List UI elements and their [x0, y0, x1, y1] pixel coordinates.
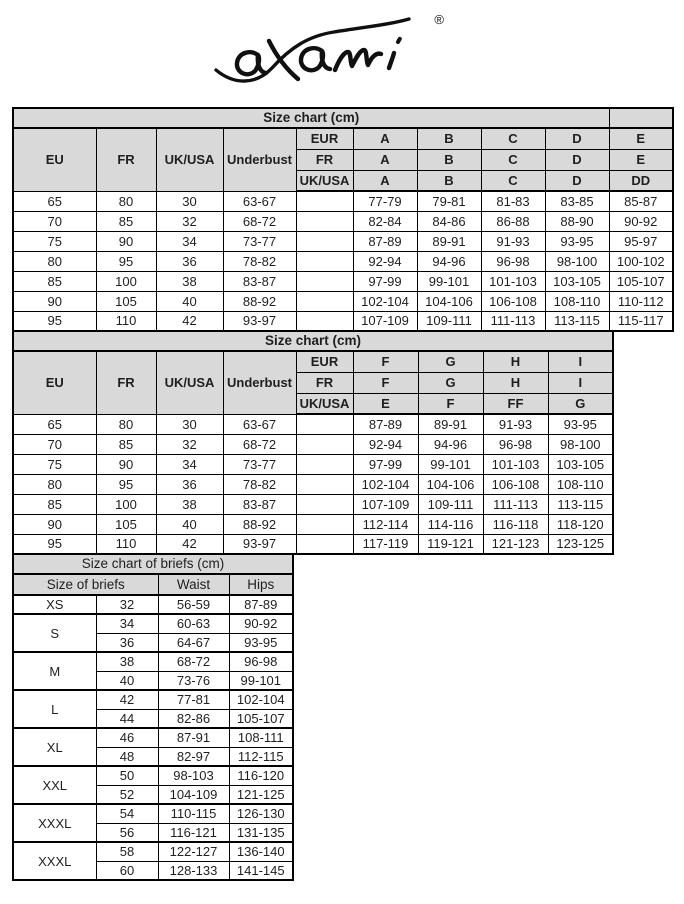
region-spacer-cell: [296, 251, 353, 271]
region-spacer-cell: [296, 211, 353, 231]
size-value-cell: 90: [96, 454, 156, 474]
bra-size-row: [13, 291, 673, 311]
briefs-size-label: M: [13, 652, 96, 690]
bust-range-cell: 92-94: [353, 434, 418, 454]
waist-range-cell: 122-127: [158, 842, 229, 861]
brand-logo: [212, 8, 452, 92]
table-title-row: [13, 331, 613, 351]
cup-size-header: B: [417, 149, 481, 170]
size-value-cell: 40: [156, 514, 223, 534]
briefs-size-label: XXXL: [13, 842, 96, 880]
cup-size-header: I: [548, 351, 613, 372]
bust-range-cell: 89-91: [417, 231, 481, 251]
size-value-cell: 95: [13, 311, 96, 331]
size-value-cell: 32: [156, 434, 223, 454]
bust-range-cell: 106-108: [483, 474, 548, 494]
briefs-size-row: [13, 728, 293, 747]
bust-range-cell: 99-101: [417, 271, 481, 291]
size-value-cell: 80: [13, 251, 96, 271]
bra-size-row: [13, 454, 613, 474]
region-label: FR: [296, 372, 353, 393]
bust-range-cell: 87-89: [353, 414, 418, 434]
briefs-size-label: L: [13, 690, 96, 728]
logo-letter-m: [335, 50, 381, 70]
hips-range-cell: 99-101: [229, 671, 293, 690]
region-spacer-cell: [296, 191, 353, 211]
briefs-size-number: 54: [96, 804, 158, 823]
bust-range-cell: 83-85: [545, 191, 609, 211]
size-value-cell: 73-77: [223, 454, 296, 474]
cup-size-header: A: [353, 170, 417, 191]
size-value-cell: 40: [156, 291, 223, 311]
bust-range-cell: 108-110: [545, 291, 609, 311]
bust-range-cell: 119-121: [418, 534, 483, 554]
size-value-cell: 80: [13, 474, 96, 494]
hips-range-cell: 116-120: [229, 766, 293, 785]
briefs-size-label: XXL: [13, 766, 96, 804]
bust-range-cell: 111-113: [483, 494, 548, 514]
cup-size-header: H: [483, 372, 548, 393]
bust-range-cell: 100-102: [609, 251, 673, 271]
bust-range-cell: 108-110: [548, 474, 613, 494]
bra-size-row: [13, 494, 613, 514]
bra-table-2-body: [13, 331, 613, 554]
briefs-size-row: [13, 595, 293, 614]
cup-size-header: A: [353, 149, 417, 170]
waist-range-cell: 73-76: [158, 671, 229, 690]
bust-range-cell: 114-116: [418, 514, 483, 534]
hips-range-cell: 105-107: [229, 709, 293, 728]
size-value-cell: 38: [156, 494, 223, 514]
waist-range-cell: 82-86: [158, 709, 229, 728]
waist-range-cell: 60-63: [158, 614, 229, 633]
briefs-size-table: [12, 553, 294, 881]
cup-size-header: E: [353, 393, 418, 414]
bust-range-cell: 85-87: [609, 191, 673, 211]
waist-range-cell: 64-67: [158, 633, 229, 652]
size-column-header: EU: [13, 351, 96, 414]
size-value-cell: 30: [156, 414, 223, 434]
briefs-size-number: 38: [96, 652, 158, 671]
hips-range-cell: 131-135: [229, 823, 293, 842]
briefs-size-label: XXXL: [13, 804, 96, 842]
size-value-cell: 42: [156, 311, 223, 331]
logo-letter-i-dot: [398, 39, 400, 42]
briefs-size-number: 46: [96, 728, 158, 747]
region-spacer-cell: [296, 474, 353, 494]
region-label: EUR: [296, 128, 353, 149]
size-value-cell: 63-67: [223, 191, 296, 211]
size-value-cell: 78-82: [223, 474, 296, 494]
size-value-cell: 105: [96, 291, 156, 311]
bust-range-cell: 82-84: [353, 211, 417, 231]
briefs-size-number: 56: [96, 823, 158, 842]
hips-range-cell: 108-111: [229, 728, 293, 747]
size-value-cell: 85: [96, 211, 156, 231]
bust-range-cell: 104-106: [417, 291, 481, 311]
size-value-cell: 105: [96, 514, 156, 534]
table-title: Size chart (cm): [13, 331, 613, 351]
bra-size-row: [13, 311, 673, 331]
size-value-cell: 75: [13, 231, 96, 251]
bust-range-cell: 88-90: [545, 211, 609, 231]
size-of-briefs-header: Size of briefs: [13, 574, 158, 595]
briefs-size-row: [13, 614, 293, 633]
bust-range-cell: 84-86: [417, 211, 481, 231]
region-spacer-cell: [296, 434, 353, 454]
cup-size-header: I: [548, 372, 613, 393]
briefs-size-label: XL: [13, 728, 96, 766]
bust-range-cell: 109-111: [417, 311, 481, 331]
size-column-header: EU: [13, 128, 96, 191]
waist-range-cell: 77-81: [158, 690, 229, 709]
waist-range-cell: 56-59: [158, 595, 229, 614]
size-column-header: FR: [96, 128, 156, 191]
cup-size-header: H: [483, 351, 548, 372]
cup-size-header: D: [545, 128, 609, 149]
waist-range-cell: 110-115: [158, 804, 229, 823]
size-value-cell: 90: [13, 514, 96, 534]
cup-size-header: FF: [483, 393, 548, 414]
bust-range-cell: 94-96: [418, 434, 483, 454]
hips-range-cell: 112-115: [229, 747, 293, 766]
cup-size-header: A: [353, 128, 417, 149]
briefs-header-row: [13, 574, 293, 595]
bust-range-cell: 121-123: [483, 534, 548, 554]
bra-size-row: [13, 211, 673, 231]
size-value-cell: 73-77: [223, 231, 296, 251]
briefs-table-body: [13, 554, 293, 880]
briefs-size-number: 32: [96, 595, 158, 614]
bra-size-row: [13, 514, 613, 534]
bust-range-cell: 103-105: [545, 271, 609, 291]
bust-range-cell: 79-81: [417, 191, 481, 211]
cup-header-row: [13, 351, 613, 372]
bra-size-row: [13, 271, 673, 291]
region-spacer-cell: [296, 291, 353, 311]
region-spacer-cell: [296, 231, 353, 251]
bra-size-row: [13, 434, 613, 454]
bra-size-row: [13, 534, 613, 554]
size-value-cell: 65: [13, 414, 96, 434]
cup-size-header: C: [481, 128, 545, 149]
bust-range-cell: 81-83: [481, 191, 545, 211]
bust-range-cell: 87-89: [353, 231, 417, 251]
briefs-size-number: 40: [96, 671, 158, 690]
briefs-size-number: 42: [96, 690, 158, 709]
size-value-cell: 95: [13, 534, 96, 554]
cup-size-header: D: [545, 170, 609, 191]
size-value-cell: 83-87: [223, 271, 296, 291]
registered-trademark: ®: [434, 12, 444, 27]
bust-range-cell: 96-98: [481, 251, 545, 271]
logo-letter-a1: [237, 52, 266, 74]
waist-range-cell: 68-72: [158, 652, 229, 671]
waist-header: Waist: [158, 574, 229, 595]
bust-range-cell: 86-88: [481, 211, 545, 231]
cup-size-header: B: [417, 128, 481, 149]
region-spacer-cell: [296, 271, 353, 291]
size-value-cell: 110: [96, 311, 156, 331]
bust-range-cell: 91-93: [481, 231, 545, 251]
size-value-cell: 65: [13, 191, 96, 211]
bra-size-row: [13, 251, 673, 271]
bust-range-cell: 91-93: [483, 414, 548, 434]
bra-size-row: [13, 474, 613, 494]
bust-range-cell: 116-118: [483, 514, 548, 534]
size-value-cell: 85: [13, 494, 96, 514]
bust-range-cell: 113-115: [545, 311, 609, 331]
cup-size-header: C: [481, 170, 545, 191]
bust-range-cell: 98-100: [548, 434, 613, 454]
size-value-cell: 80: [96, 414, 156, 434]
hips-range-cell: 102-104: [229, 690, 293, 709]
bra-size-row: [13, 414, 613, 434]
bra-table-1-body: [13, 108, 673, 331]
hips-range-cell: 121-125: [229, 785, 293, 804]
bust-range-cell: 96-98: [483, 434, 548, 454]
cup-size-header: F: [353, 351, 418, 372]
size-column-header: Underbust: [223, 128, 296, 191]
cup-size-header: F: [353, 372, 418, 393]
briefs-size-number: 58: [96, 842, 158, 861]
size-value-cell: 42: [156, 534, 223, 554]
waist-range-cell: 82-97: [158, 747, 229, 766]
size-value-cell: 80: [96, 191, 156, 211]
bust-range-cell: 105-107: [609, 271, 673, 291]
bust-range-cell: 106-108: [481, 291, 545, 311]
briefs-size-row: [13, 690, 293, 709]
region-spacer-cell: [296, 311, 353, 331]
hips-range-cell: 126-130: [229, 804, 293, 823]
hips-range-cell: 96-98: [229, 652, 293, 671]
region-spacer-cell: [296, 454, 353, 474]
briefs-size-number: 48: [96, 747, 158, 766]
cup-size-header: G: [548, 393, 613, 414]
region-spacer-cell: [296, 514, 353, 534]
size-value-cell: 70: [13, 211, 96, 231]
hips-range-cell: 93-95: [229, 633, 293, 652]
size-value-cell: 34: [156, 454, 223, 474]
bust-range-cell: 92-94: [353, 251, 417, 271]
cup-size-header: D: [545, 149, 609, 170]
hips-range-cell: 141-145: [229, 861, 293, 880]
briefs-size-row: [13, 804, 293, 823]
size-value-cell: 95: [96, 251, 156, 271]
bust-range-cell: 97-99: [353, 271, 417, 291]
briefs-size-number: 36: [96, 633, 158, 652]
bust-range-cell: 107-109: [353, 311, 417, 331]
size-value-cell: 88-92: [223, 291, 296, 311]
size-value-cell: 100: [96, 494, 156, 514]
size-value-cell: 36: [156, 474, 223, 494]
bust-range-cell: 107-109: [353, 494, 418, 514]
region-label: EUR: [296, 351, 353, 372]
size-value-cell: 85: [96, 434, 156, 454]
size-value-cell: 110: [96, 534, 156, 554]
briefs-size-row: [13, 766, 293, 785]
briefs-size-row: [13, 652, 293, 671]
waist-range-cell: 104-109: [158, 785, 229, 804]
bust-range-cell: 101-103: [481, 271, 545, 291]
size-value-cell: 93-97: [223, 534, 296, 554]
brand-name-text: [212, 8, 213, 9]
size-column-header: UK/USA: [156, 128, 223, 191]
cup-size-header: B: [417, 170, 481, 191]
size-value-cell: 38: [156, 271, 223, 291]
size-value-cell: 100: [96, 271, 156, 291]
region-label: UK/USA: [296, 170, 353, 191]
briefs-size-number: 60: [96, 861, 158, 880]
briefs-size-number: 34: [96, 614, 158, 633]
cup-size-header: G: [418, 351, 483, 372]
briefs-size-label: XS: [13, 595, 96, 614]
bust-range-cell: 94-96: [417, 251, 481, 271]
bust-range-cell: 102-104: [353, 291, 417, 311]
size-value-cell: 90: [96, 231, 156, 251]
cup-size-header: G: [418, 372, 483, 393]
bust-range-cell: 101-103: [483, 454, 548, 474]
size-value-cell: 30: [156, 191, 223, 211]
briefs-size-number: 44: [96, 709, 158, 728]
bust-range-cell: 104-106: [418, 474, 483, 494]
region-label: FR: [296, 149, 353, 170]
bust-range-cell: 89-91: [418, 414, 483, 434]
size-value-cell: 78-82: [223, 251, 296, 271]
bust-range-cell: 97-99: [353, 454, 418, 474]
hips-range-cell: 90-92: [229, 614, 293, 633]
bust-range-cell: 123-125: [548, 534, 613, 554]
size-column-header: Underbust: [223, 351, 296, 414]
bust-range-cell: 115-117: [609, 311, 673, 331]
logo-letter-a2: [301, 48, 330, 70]
briefs-size-number: 52: [96, 785, 158, 804]
hips-header: Hips: [229, 574, 293, 595]
region-spacer-cell: [296, 534, 353, 554]
cup-size-header: DD: [609, 170, 673, 191]
waist-range-cell: 116-121: [158, 823, 229, 842]
size-value-cell: 68-72: [223, 211, 296, 231]
bra-size-row: [13, 231, 673, 251]
bust-range-cell: 77-79: [353, 191, 417, 211]
briefs-size-label: S: [13, 614, 96, 652]
size-value-cell: 93-97: [223, 311, 296, 331]
bust-range-cell: 110-112: [609, 291, 673, 311]
briefs-size-number: 50: [96, 766, 158, 785]
bust-range-cell: 93-95: [548, 414, 613, 434]
size-column-header: FR: [96, 351, 156, 414]
logo-letter-i: [389, 53, 394, 68]
cup-header-row: [13, 128, 673, 149]
briefs-size-row: [13, 842, 293, 861]
table-title: Size chart of briefs (cm): [13, 554, 293, 574]
size-value-cell: 75: [13, 454, 96, 474]
bust-range-cell: 111-113: [481, 311, 545, 331]
bust-range-cell: 102-104: [353, 474, 418, 494]
size-value-cell: 68-72: [223, 434, 296, 454]
size-value-cell: 36: [156, 251, 223, 271]
bust-range-cell: 90-92: [609, 211, 673, 231]
bust-range-cell: 103-105: [548, 454, 613, 474]
region-spacer-cell: [296, 494, 353, 514]
bust-range-cell: 117-119: [353, 534, 418, 554]
bust-range-cell: 112-114: [353, 514, 418, 534]
bust-range-cell: 118-120: [548, 514, 613, 534]
table-title: Size chart (cm): [13, 108, 609, 128]
size-value-cell: 85: [13, 271, 96, 291]
hips-range-cell: 136-140: [229, 842, 293, 861]
bust-range-cell: 113-115: [548, 494, 613, 514]
table-title-row: [13, 554, 293, 574]
bust-range-cell: 95-97: [609, 231, 673, 251]
waist-range-cell: 98-103: [158, 766, 229, 785]
size-value-cell: 90: [13, 291, 96, 311]
bra-size-table-2: [12, 330, 614, 555]
brand-logo-script-icon: [212, 12, 436, 88]
bust-range-cell: 98-100: [545, 251, 609, 271]
size-value-cell: 63-67: [223, 414, 296, 434]
bust-range-cell: 93-95: [545, 231, 609, 251]
size-value-cell: 88-92: [223, 514, 296, 534]
bra-size-table-1: [12, 107, 674, 332]
cup-size-header: E: [609, 149, 673, 170]
size-value-cell: 70: [13, 434, 96, 454]
title-spacer-cell: [609, 108, 673, 128]
size-value-cell: 32: [156, 211, 223, 231]
size-value-cell: 34: [156, 231, 223, 251]
bra-size-row: [13, 191, 673, 211]
size-value-cell: 83-87: [223, 494, 296, 514]
size-value-cell: 95: [96, 474, 156, 494]
waist-range-cell: 87-91: [158, 728, 229, 747]
bust-range-cell: 99-101: [418, 454, 483, 474]
cup-size-header: F: [418, 393, 483, 414]
region-label: UK/USA: [296, 393, 353, 414]
cup-size-header: C: [481, 149, 545, 170]
waist-range-cell: 128-133: [158, 861, 229, 880]
region-spacer-cell: [296, 414, 353, 434]
table-title-row: [13, 108, 673, 128]
bust-range-cell: 109-111: [418, 494, 483, 514]
hips-range-cell: 87-89: [229, 595, 293, 614]
size-column-header: UK/USA: [156, 351, 223, 414]
cup-size-header: E: [609, 128, 673, 149]
